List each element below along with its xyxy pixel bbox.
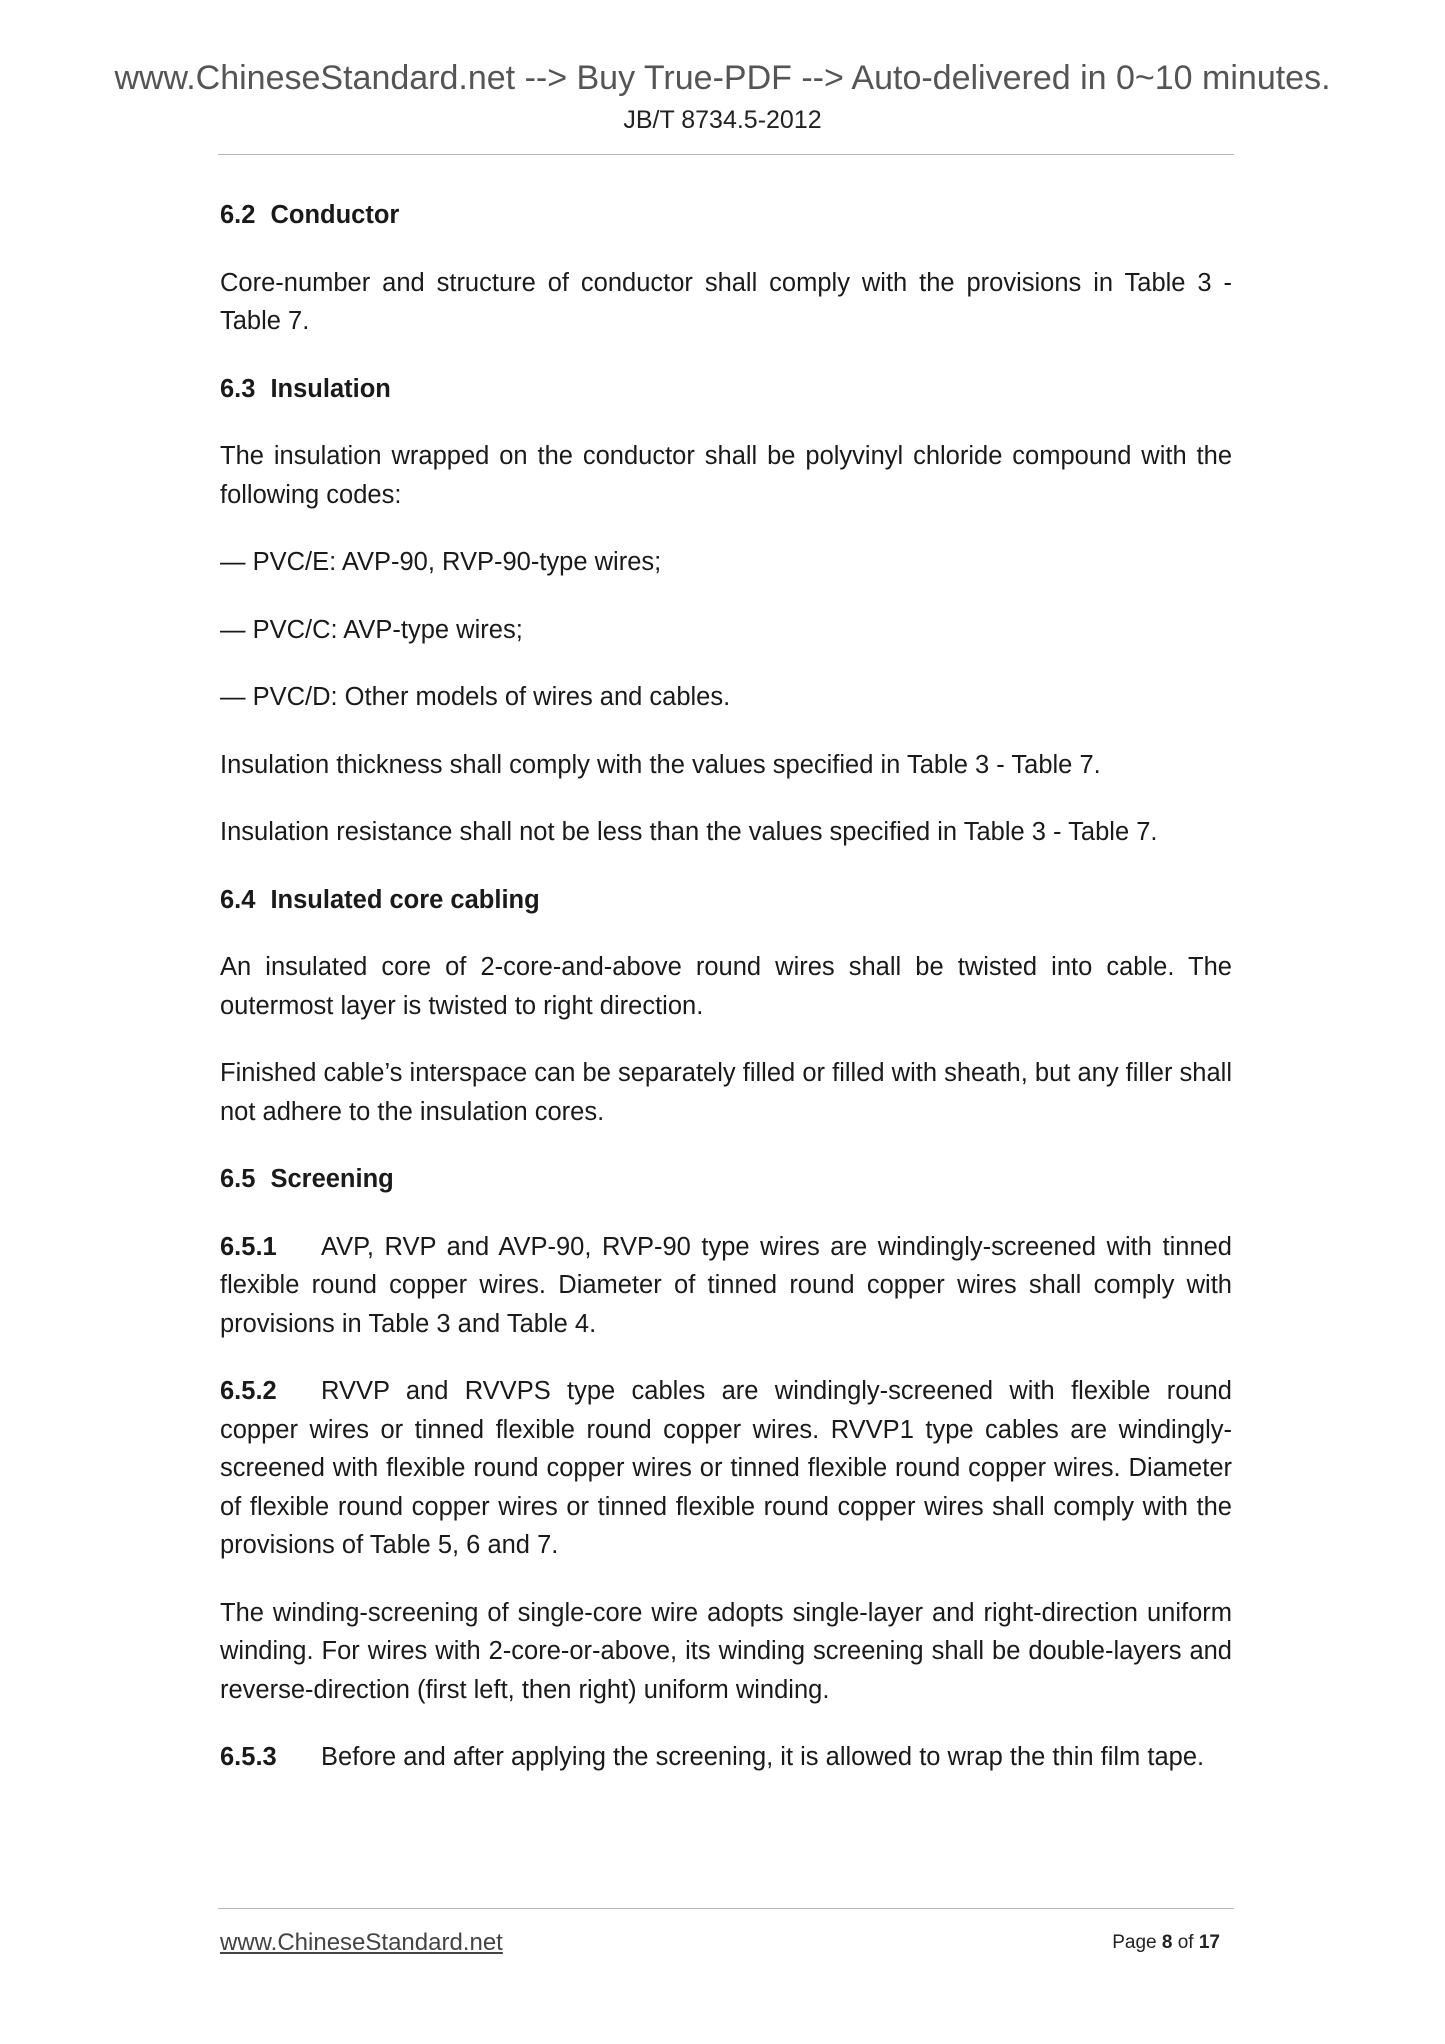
clause-number: 6.5.2 xyxy=(220,1377,277,1405)
heading-number: 6.5 xyxy=(220,1165,256,1193)
heading-title: Screening xyxy=(270,1165,394,1193)
list-item-pvc-e: — PVC/E: AVP-90, RVP-90-type wires; xyxy=(220,548,662,576)
heading-6-5 xyxy=(220,1160,1232,1199)
paragraph-insulation-codes: The insulation wrapped on the conductor shall be polyvinyl chloride compound with the following codes: xyxy=(220,442,1232,509)
list-item-pvc-c: — PVC/C: AVP-type wires; xyxy=(220,615,523,644)
heading-title: Insulated core cabling xyxy=(270,885,540,914)
paragraph-interspace-filling: Finished cable’s interspace can be separately filled or filled with sheath, but any filler shall not adhere to the insulation cores. xyxy=(220,1059,1232,1126)
standard-code: JB/T 8734.5-2012 xyxy=(623,106,822,134)
clause-text: Before and after applying the screening, it is allowed to wrap the thin film tape. xyxy=(321,1743,1205,1771)
clause-number: 6.5.1 xyxy=(220,1232,277,1261)
page-of: of xyxy=(1177,1932,1194,1953)
clause-text: AVP, RVP and AVP-90, RVP-90 type wires are windingly-screened with tinned flexible round copper wires. Diameter of tinned round copper wires shall comply with provisions in Table 3 and Table 4. xyxy=(220,1232,1232,1338)
clause-6-5-2 xyxy=(220,1372,1232,1565)
heading-6-3 xyxy=(220,370,1232,409)
heading-6-2 xyxy=(220,196,1232,235)
header-divider xyxy=(218,154,1234,155)
header-banner[interactable]: www.ChineseStandard.net --> Buy True-PDF --> Auto-delivered in 0~10 minutes. xyxy=(114,59,1331,97)
heading-title: Insulation xyxy=(270,374,391,403)
document-body xyxy=(220,196,1232,1806)
list-item-pvc-d: — PVC/D: Other models of wires and cables. xyxy=(220,683,731,711)
clause-6-5-3 xyxy=(220,1738,1232,1777)
page-current: 8 xyxy=(1161,1932,1173,1953)
paragraph-insulation-thickness: Insulation thickness shall comply with the values specified in Table 3 - Table 7. xyxy=(220,750,1101,779)
heading-number: 6.3 xyxy=(220,374,256,403)
clause-text: RVVP and RVVPS type cables are windingly-screened with flexible round copper wires or tinned flexible round copper wires. RVVP1 type cables are windingly-screened with flexible round copper wires or tinned flexible round copper wires. Diameter of flexible round copper wires or tinned flexible round copper wires shall comply with the provisions of Table 5, 6 and 7. xyxy=(220,1377,1232,1559)
heading-number: 6.2 xyxy=(220,201,256,229)
footer-website-link[interactable]: www.ChineseStandard.net xyxy=(220,1929,503,1956)
paragraph-core-twisting: An insulated core of 2-core-and-above round wires shall be twisted into cable. The outermost layer is twisted to right direction. xyxy=(220,953,1232,1020)
clause-6-5-1 xyxy=(220,1228,1232,1344)
paragraph-conductor: Core-number and structure of conductor shall comply with the provisions in Table 3 - Table 7. xyxy=(220,268,1232,335)
heading-6-4 xyxy=(220,881,1232,920)
page-counter xyxy=(1112,1929,1220,1957)
paragraph-winding-screening: The winding-screening of single-core wire adopts single-layer and right-direction uniform winding. For wires with 2-core-or-above, its winding screening shall be double-layers and reverse-direction (first left, then right) uniform winding. xyxy=(220,1598,1232,1704)
page-word: Page xyxy=(1112,1932,1157,1953)
paragraph-insulation-resistance: Insulation resistance shall not be less than the values specified in Table 3 - Table 7. xyxy=(220,818,1158,846)
footer-divider xyxy=(218,1908,1234,1909)
clause-number: 6.5.3 xyxy=(220,1743,277,1771)
heading-number: 6.4 xyxy=(220,885,256,914)
heading-title: Conductor xyxy=(270,201,400,229)
page-total: 17 xyxy=(1198,1932,1220,1953)
